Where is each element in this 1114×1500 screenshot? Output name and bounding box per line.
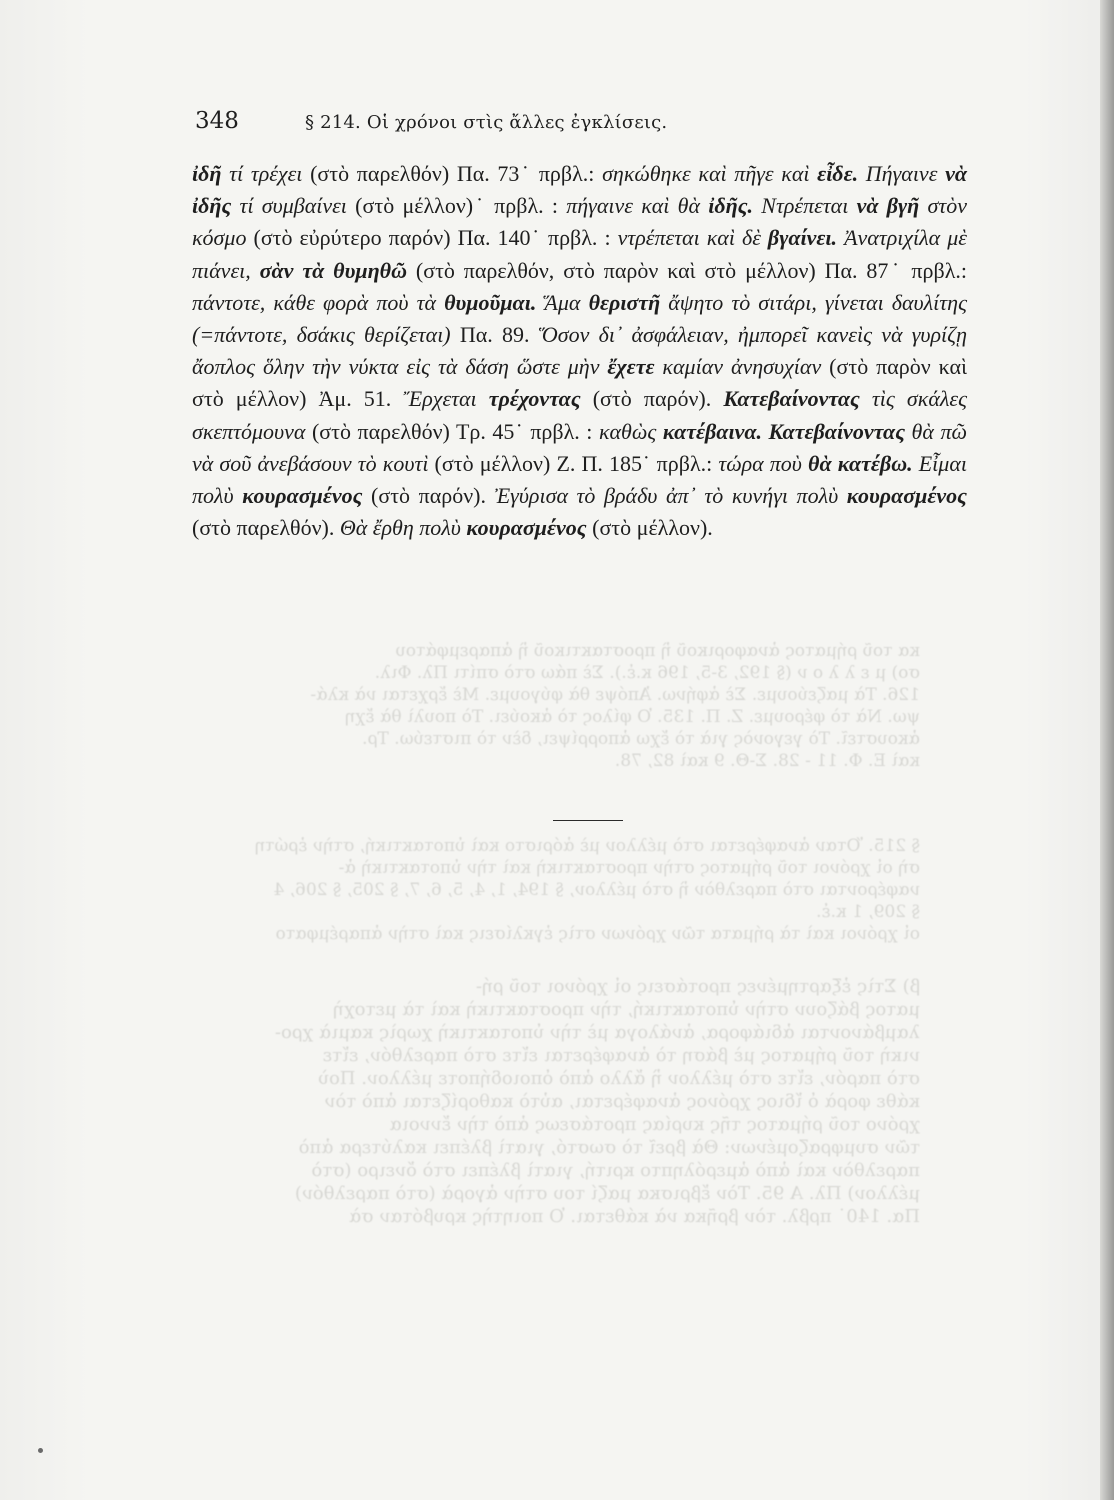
bleed-through-line: σὴ οἱ χρόνοι τοῦ ρήματος στὴν προστακτικὴ καὶ τὴν ὑποτακτικὴ ἀ-: [338, 858, 920, 878]
page-header: [195, 108, 975, 134]
bleed-through-line: ψω. Νὰ τὸ φέρουμε. Ζ. Π. 135. Ὁ φίλος τὸ ἀκούει. Τὸ πουλὶ θὰ ἔχη: [344, 707, 920, 727]
emphasized-phrase: ἰδῆ: [192, 161, 222, 186]
text-run: (στὸ παρελθόν).: [192, 515, 335, 541]
running-title: § 214. Οἱ χρόνοι στὶς ἄλλες ἐγκλίσεις.: [304, 112, 668, 133]
text-run: (στὸ μέλλον) Ζ. Π. 185˙ πρβλ.:: [428, 450, 719, 476]
text-run: τὶς σκάλες σκεπτόμουνα: [192, 386, 967, 444]
bleed-through-text-upper: [205, 640, 920, 772]
text-run: (στὸ παρελθόν, στὸ παρὸν καὶ στὸ μέλλον) Πα. 87˙ πρβλ.:: [406, 257, 967, 283]
emphasized-phrase: θυμοῦμαι.: [444, 289, 537, 315]
text-run: ἄψητο τὸ σιτάρι, γίνεται δαυλίτης (=πάντοτε, δσάκις θερίζεται): [192, 289, 968, 348]
text-run: (στὸ παρελθόν) Πα. 73˙ πρβλ.:: [302, 161, 603, 186]
bleed-through-line: νικὴ τοῦ ρήματος μὲ βάση τὸ ἀναφέρεται εἴτε στὸ παρελθόν, εἴτε: [322, 1045, 920, 1066]
text-run: (στὸ παρόν).: [362, 483, 486, 509]
emphasized-phrase: θεριστῆ: [588, 289, 661, 315]
bleed-through-line: τῶν συμφραζομένων: Θὰ βρεῖ τὸ σωστό, γιατὶ βλέπει καλύτερα ἀπὸ: [298, 1137, 920, 1158]
emphasized-phrase: θὰ κατέβω.: [808, 450, 913, 476]
bleed-through-line: στὸ παρόν, εἴτε στὸ μέλλον ἢ ἄλλο ἀπὸ ὁποιοδήποτε μέλλον. Ποὺ: [318, 1068, 920, 1089]
main-paragraph: [192, 158, 967, 544]
text-run: Ἔρχεται: [391, 386, 489, 412]
emphasized-phrase: νὰ βγῆ: [856, 193, 920, 219]
text-run: σηκώθηκε καὶ πῆγε καὶ: [602, 161, 818, 186]
text-run: Πα. 89.: [450, 322, 530, 348]
page-edge-shadow: [1100, 0, 1114, 1500]
bleed-through-line: § 209, 1 κ.ἑ.: [816, 902, 920, 922]
bleed-through-line: κα τοῦ ρήματος ἀναφορικοῦ ἢ προστακτικοῦ ἢ ἀπαρεμφάτου: [395, 641, 920, 661]
page-number: 348: [195, 108, 239, 134]
text-run: (στὸ παρελθόν) Τρ. 45˙ πρβλ. :: [305, 418, 599, 444]
bleed-through-line: β) Στὶς ἐξαρτημένες προτάσεις οἱ χρόνοι τοῦ ρή-: [475, 976, 920, 997]
text-run: στὸν κόσμο: [192, 193, 967, 251]
bleed-through-line: § 215. Ὅταν ἀναφέρεται στὸ μέλλον μὲ ἀόριστο καὶ ὑποτακτική, στὴν ἐρώτη: [254, 836, 920, 856]
text-run: (στὸ παρόν).: [580, 386, 712, 412]
text-run: πήγαινε καὶ θὰ: [566, 193, 709, 219]
emphasized-phrase: σὰν τὰ θυμηθῶ: [259, 257, 407, 283]
text-run: Ἀνατριχίλα μὲ πιάνει,: [192, 225, 967, 283]
text-run: πάντοτε, κάθε φορὰ ποὺ τὰ: [192, 289, 445, 315]
emphasized-phrase: Κατεβαίνοντας: [711, 386, 860, 412]
text-run: ντρέπεται καὶ δὲ: [617, 225, 768, 251]
text-run: (στὸ εὐρύτερο παρόν) Πα. 140˙ πρβλ. :: [246, 225, 618, 251]
bleed-through-line: λαμβάνονται ἀδιάφορα, ἀνάλογα μὲ τὴν ὑποτακτικὴ χωρὶς καμιὰ χρο-: [274, 1022, 920, 1043]
bleed-through-text-lower: [205, 975, 920, 1228]
bleed-through-line: ματος βάζουν στὴν ὑποτακτική, τὴν προστακτικὴ καὶ τὰ μετοχὴ: [333, 999, 920, 1020]
bleed-through-line: ἀκουστεῖ. Τὸ γεγονὸς γιὰ τὸ ἔχω ἀπορρίψει, δὲν τὸ πιστεύω. Τρ.: [362, 729, 920, 749]
bleed-through-line: Πα. 140˙ πρβλ. τὸν βρῆκα νὰ κάθεται. Ὁ ποιητὴς κρυβόταν σὰ: [349, 1206, 920, 1227]
bleed-through-text-middle: [205, 835, 920, 945]
bleed-through-line: μέλλον) Πλ. Α 95. Τὸν ἔβρισκα μαζί του στὴν ἀγορὰ (στὸ παρελθόν): [294, 1183, 920, 1204]
text-run: τί τρέχει: [221, 161, 303, 186]
section-divider: [553, 820, 623, 821]
emphasized-phrase: βγαίνει.: [767, 225, 838, 251]
bleed-through-line: καὶ Ε. Φ. 11 - 28. Σ-Θ. 9 καὶ 82, 78.: [614, 751, 920, 771]
emphasized-phrase: ἰδῆς.: [708, 193, 754, 219]
emphasized-phrase: ἔχετε: [607, 354, 655, 380]
text-run: Θὰ ἔρθη πολὺ: [334, 515, 467, 541]
text-run: Ὅσον δι᾽ ἀσφάλειαν, ἠμπορεῖ κανεὶς νὰ γυρίζῃ ἄοπλος ὅλην τὴν νύκτα εἰς τὰ δάση ὥστε μὴν: [192, 322, 967, 380]
emphasized-phrase: κουρασμένος: [242, 483, 363, 509]
text-run: Εἶμαι πολὺ: [192, 450, 967, 509]
bleed-through-line: παρελθὸν καὶ ἀπὸ ἀμερόληπτο κριτή, γιατὶ βλέπει στὸ ὄνειρο (στὸ: [311, 1160, 920, 1181]
emphasized-phrase: κατέβαινα. Κατεβαίνοντας: [662, 418, 906, 444]
bleed-through-line: χρόνο τοῦ ρήματος τῆς κυρίας προτάσεως ἀπὸ τὴν ἔννοια: [389, 1114, 920, 1135]
bleed-through-line: κάθε φορὰ ὁ ἴδιος χρόνος ἀναφέρεται, αὐτὸ καθορίζεται ἀπὸ τὸν: [324, 1091, 920, 1112]
text-run: καθὼς: [598, 418, 663, 444]
text-run: (στὸ μέλλον)˙ πρβλ. :: [346, 193, 567, 219]
text-run: (στὸ παρὸν καὶ στὸ μέλλον) Ἀμ. 51.: [192, 354, 967, 412]
text-run: Πήγαινε: [858, 161, 946, 186]
emphasized-phrase: κουρασμένος: [846, 483, 967, 509]
bleed-through-line: 126. Τὰ μαζεύουμε. Σὲ ἀφήνω. Ἀπόψε θὰ φύγουμε. Μὲ ἔρχεται νὰ κλά-: [310, 685, 920, 705]
emphasized-phrase: κουρασμένος: [466, 515, 587, 541]
text-run: θὰ πῶ νὰ σοῦ ἀνεβάσουν τὸ κουτὶ: [192, 418, 967, 476]
text-run: (στὸ μέλλον).: [586, 515, 713, 541]
emphasized-phrase: νὰ ἰδῆς: [192, 161, 967, 219]
bleed-through-line: ναφέρονται στὸ παρελθὸν ἢ στὸ μέλλον, § 194, 1, 4, 5, 6, 7, § 205, § 206, 4: [273, 880, 920, 900]
text-run: Ντρέπεται: [753, 193, 857, 219]
text-run: καμίαν ἀνησυχίαν: [654, 354, 822, 380]
text-run: Ἐγύρισα τὸ βράδυ ἀπ᾽ τὸ κυνήγι πολὺ: [486, 483, 847, 509]
bleed-through-line: σο) μ ε λ λ ο ν (§ 192, 3-5, 196 κ.ἑ.). Σὲ πάω στὸ σπίτι Πλ. Φιλ.: [374, 663, 920, 683]
emphasized-phrase: εἶδε.: [817, 161, 859, 186]
dust-speck: [38, 1448, 43, 1453]
text-run: τώρα ποὺ: [718, 450, 809, 476]
text-run: Ἅμα: [536, 289, 589, 315]
bleed-through-line: οἱ χρόνοι καὶ τὰ ρήματα τῶν χρόνων στὶς ἐγκλίσεις καὶ στὴν ἀπαρέμφατο: [275, 924, 920, 944]
emphasized-phrase: τρέχοντας: [488, 386, 581, 412]
text-run: τί συμβαίνει: [231, 193, 347, 219]
